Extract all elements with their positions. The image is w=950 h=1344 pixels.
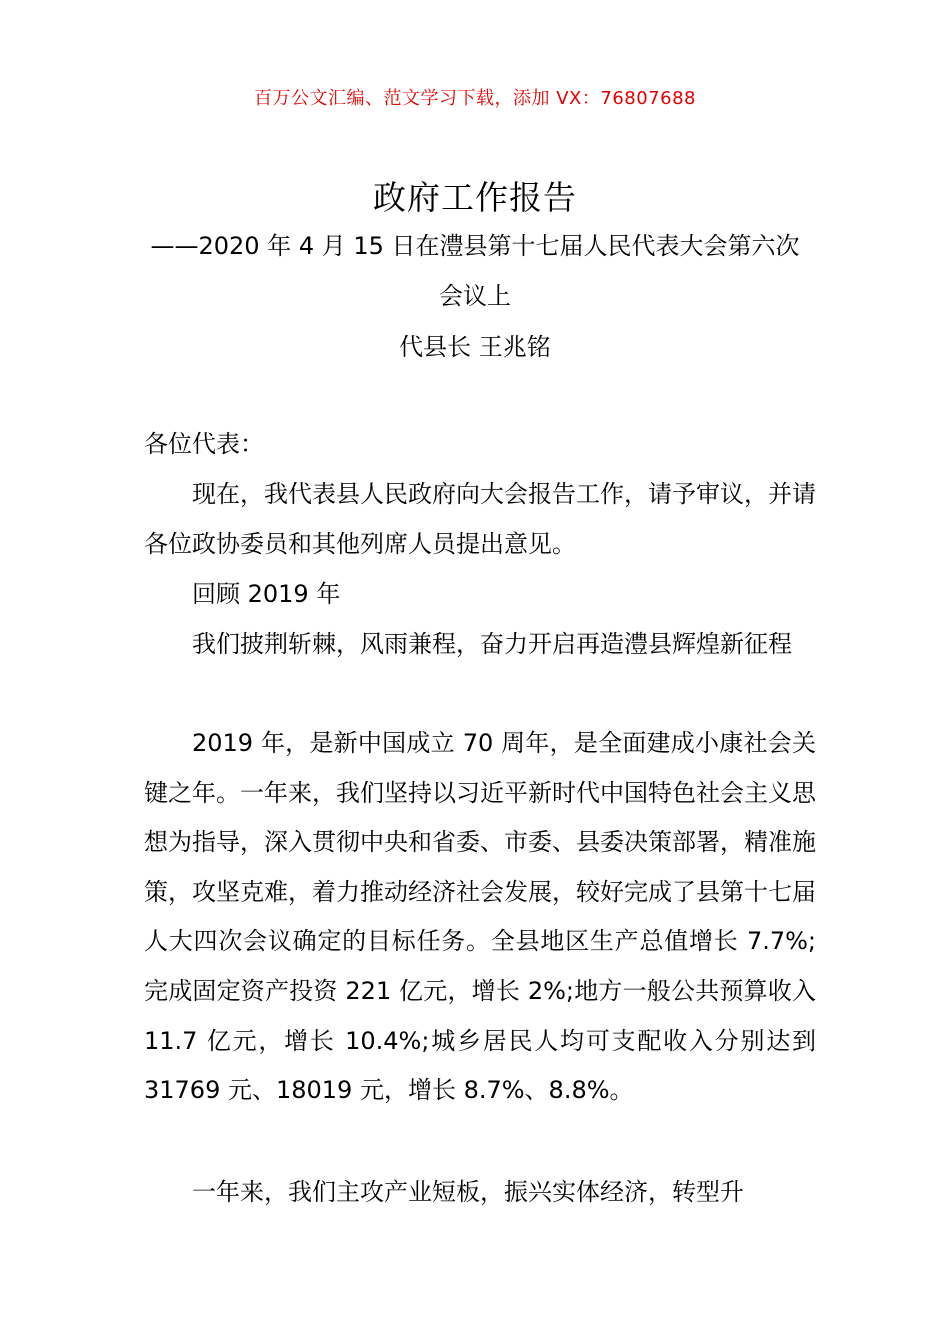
- document-title: 政府工作报告: [373, 178, 577, 217]
- salutation: 各位代表：: [144, 430, 264, 458]
- intro-paragraph: 现在，我代表县人民政府向大会报告工作，请予审议，并请各位政协委员和其他列席人员提出意见。: [144, 480, 816, 558]
- last-paragraph-block: [144, 1168, 816, 1218]
- author-line: 代县长 王兆铭: [399, 333, 551, 361]
- main-paragraph-block: [144, 719, 816, 1116]
- section-heading: 回顾 2019 年: [192, 580, 341, 608]
- section-subheading: 我们披荆斩棘，风雨兼程，奋力开启再造澧县辉煌新征程: [192, 630, 792, 658]
- main-paragraph: 2019 年，是新中国成立 70 周年，是全面建成小康社会关键之年。一年来，我们坚持以习近平新时代中国特色社会主义思想为指导，深入贯彻中央和省委、市委、县委决策部署，精准施策，攻坚克难，着力推动经济社会发展，较好完成了县第十七届人大四次会议确定的目标任务。全县地区生产总值增长 7.7%;完成固定资产投资 221 亿元，增长 2%;地方一般公共预算收入 11.7 亿元，增长 10.4%;城乡居民人均可支配收入分别达到 31769 元、18019 元，增长 8.7%、8.8%。: [144, 729, 816, 1105]
- last-paragraph: 一年来，我们主攻产业短板，振兴实体经济，转型升: [192, 1178, 744, 1206]
- watermark-banner: 百万公文汇编、范文学习下载，添加 VX：76807688: [254, 88, 696, 109]
- salutation-block: [144, 420, 816, 470]
- section-heading-block: [144, 570, 816, 620]
- subtitle-line-1: ——2020 年 4 月 15 日在澧县第十七届人民代表大会第六次: [150, 232, 800, 260]
- intro-block: [144, 470, 816, 569]
- subtitle-line-2: 会议上: [439, 282, 511, 310]
- section-subheading-block: [144, 620, 816, 670]
